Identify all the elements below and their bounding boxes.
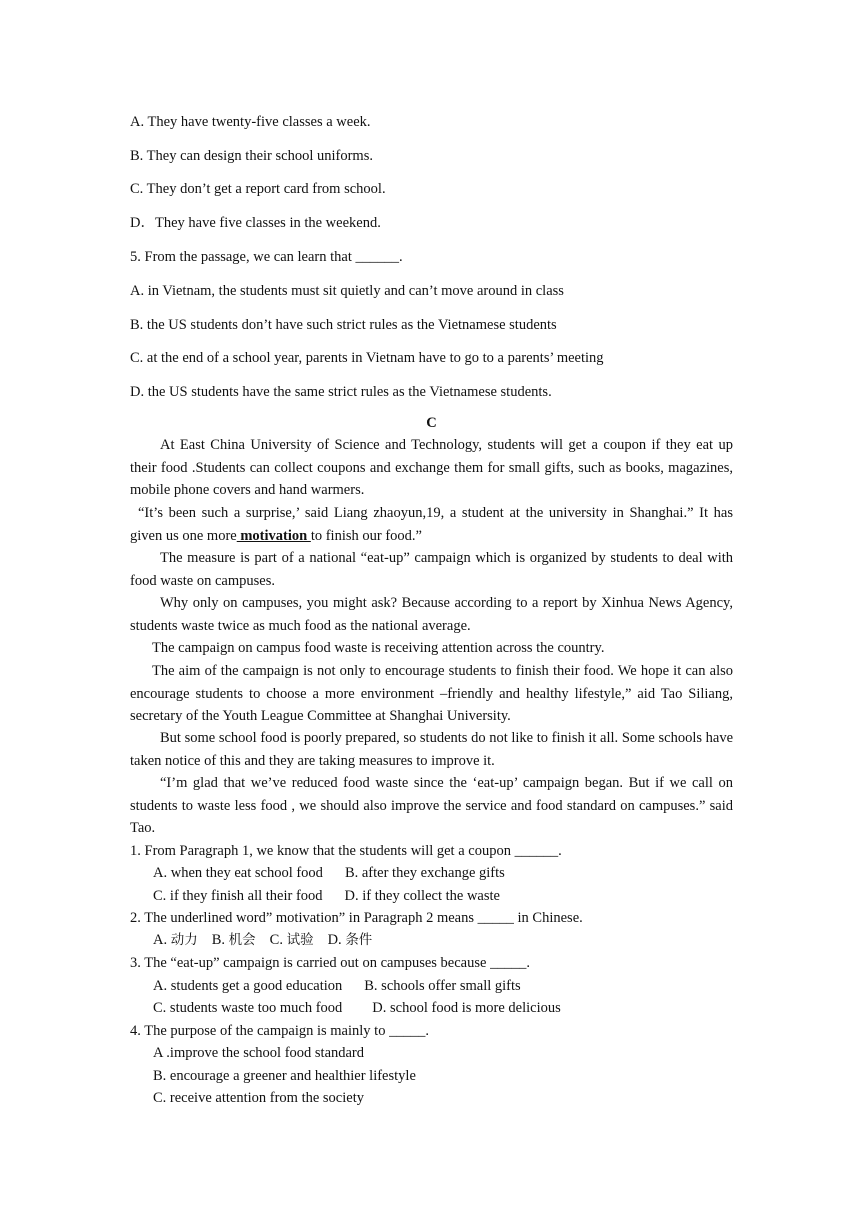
question-4-option-b: B. encourage a greener and healthier lifestyle: [153, 1068, 416, 1084]
question-2-option-c: 试验: [286, 932, 314, 948]
question-4-option-a: A .improve the school food standard: [153, 1045, 365, 1061]
question-5-stem: 5. From the passage, we can learn that ______.: [130, 249, 403, 265]
paragraph-2: [130, 502, 733, 547]
question-5-option-a: A. in Vietnam, the students must sit quietly and can’t move around in class: [130, 283, 564, 299]
question-1-option-b: B. after they exchange gifts: [344, 865, 505, 881]
question-2-option-a-letter: A.: [153, 932, 168, 948]
option-b: B. They can design their school uniforms.: [130, 148, 373, 164]
paragraph-5: The campaign on campus food waste is receiving attention across the country.: [152, 640, 605, 656]
question-3-options-row-1: [153, 976, 521, 996]
question-5-option-b: B. the US students don’t have such strict rules as the Vietnamese students: [130, 317, 557, 333]
question-1-option-d: D. if they collect the waste: [344, 888, 500, 904]
paragraph-4: Why only on campuses, you might ask? Because according to a report by Xinhua News Agency, students waste twice as much food as the national average.: [130, 595, 733, 634]
question-1-option-a: A. when they eat school food: [153, 865, 323, 881]
section-heading: C: [426, 415, 437, 431]
option-d: D．They have five classes in the weekend.: [130, 215, 381, 231]
question-2-stem: 2. The underlined word” motivation” in Paragraph 2 means _____ in Chinese.: [130, 910, 583, 926]
paragraph-8: “I’m glad that we’ve reduced food waste since the ‘eat-up’ campaign began. But if we call on students to waste less food , we should also improve the service and food standard on campuses.” said Tao.: [130, 775, 733, 837]
question-3-options-row-2: [153, 998, 561, 1018]
question-3-option-a: A. students get a good education: [153, 978, 343, 994]
paragraph-2-start: “It’s been such a surprise,’ said Liang zhaoyun,19, a student at the university in Shanghai.” It has given us one more: [130, 505, 733, 544]
question-2-option-d: 条件: [345, 932, 373, 948]
question-3-option-d: D. school food is more delicious: [372, 1000, 561, 1016]
question-2-options: [153, 930, 372, 950]
question-4-option-c: C. receive attention from the society: [153, 1090, 364, 1106]
question-2-option-d-letter: D.: [327, 932, 342, 948]
question-3-option-c: C. students waste too much food: [153, 1000, 343, 1016]
question-2-option-b-letter: B.: [211, 932, 226, 948]
question-3-stem: 3. The “eat-up” campaign is carried out on campuses because _____.: [130, 955, 530, 971]
question-1-stem: 1. From Paragraph 1, we know that the students will get a coupon ______.: [130, 843, 562, 859]
question-3-option-b: B. schools offer small gifts: [364, 978, 521, 994]
paragraph-7: But some school food is poorly prepared, so students do not like to finish it all. Some schools have taken notice of this and they are taking measures to improve it.: [130, 730, 733, 769]
question-2-option-c-letter: C.: [269, 932, 283, 948]
paragraph-3: The measure is part of a national “eat-up” campaign which is organized by students to deal with food waste on campuses.: [130, 550, 733, 589]
question-2-option-a: 动力: [170, 932, 198, 948]
option-a: A. They have twenty-five classes a week.: [130, 114, 371, 130]
question-5-option-d: D. the US students have the same strict rules as the Vietnamese students.: [130, 384, 552, 400]
question-1-option-c: C. if they finish all their food: [153, 888, 323, 904]
question-1-options-row-1: [153, 863, 505, 883]
paragraph-6: The aim of the campaign is not only to encourage students to finish their food. We hope it can also encourage students to choose a more environment –friendly and healthy lifestyle,” aid Tao Siliang, secretary of the Youth League Committee at Shanghai University.: [130, 663, 733, 725]
paragraph-1: At East China University of Science and Technology, students will get a coupon if they eat up their food .Students can collect coupons and exchange them for small gifts, such as books, magazines, mobile phone covers and hand warmers.: [130, 437, 733, 499]
question-2-option-b: 机会: [228, 932, 256, 948]
option-c: C. They don’t get a report card from school.: [130, 181, 386, 197]
question-5-option-c: C. at the end of a school year, parents in Vietnam have to go to a parents’ meeting: [130, 350, 604, 366]
question-4-stem: 4. The purpose of the campaign is mainly to _____.: [130, 1023, 429, 1039]
question-1-options-row-2: [153, 886, 500, 906]
paragraph-2-end: to finish our food.”: [310, 527, 422, 544]
underlined-word: motivation: [236, 527, 311, 544]
